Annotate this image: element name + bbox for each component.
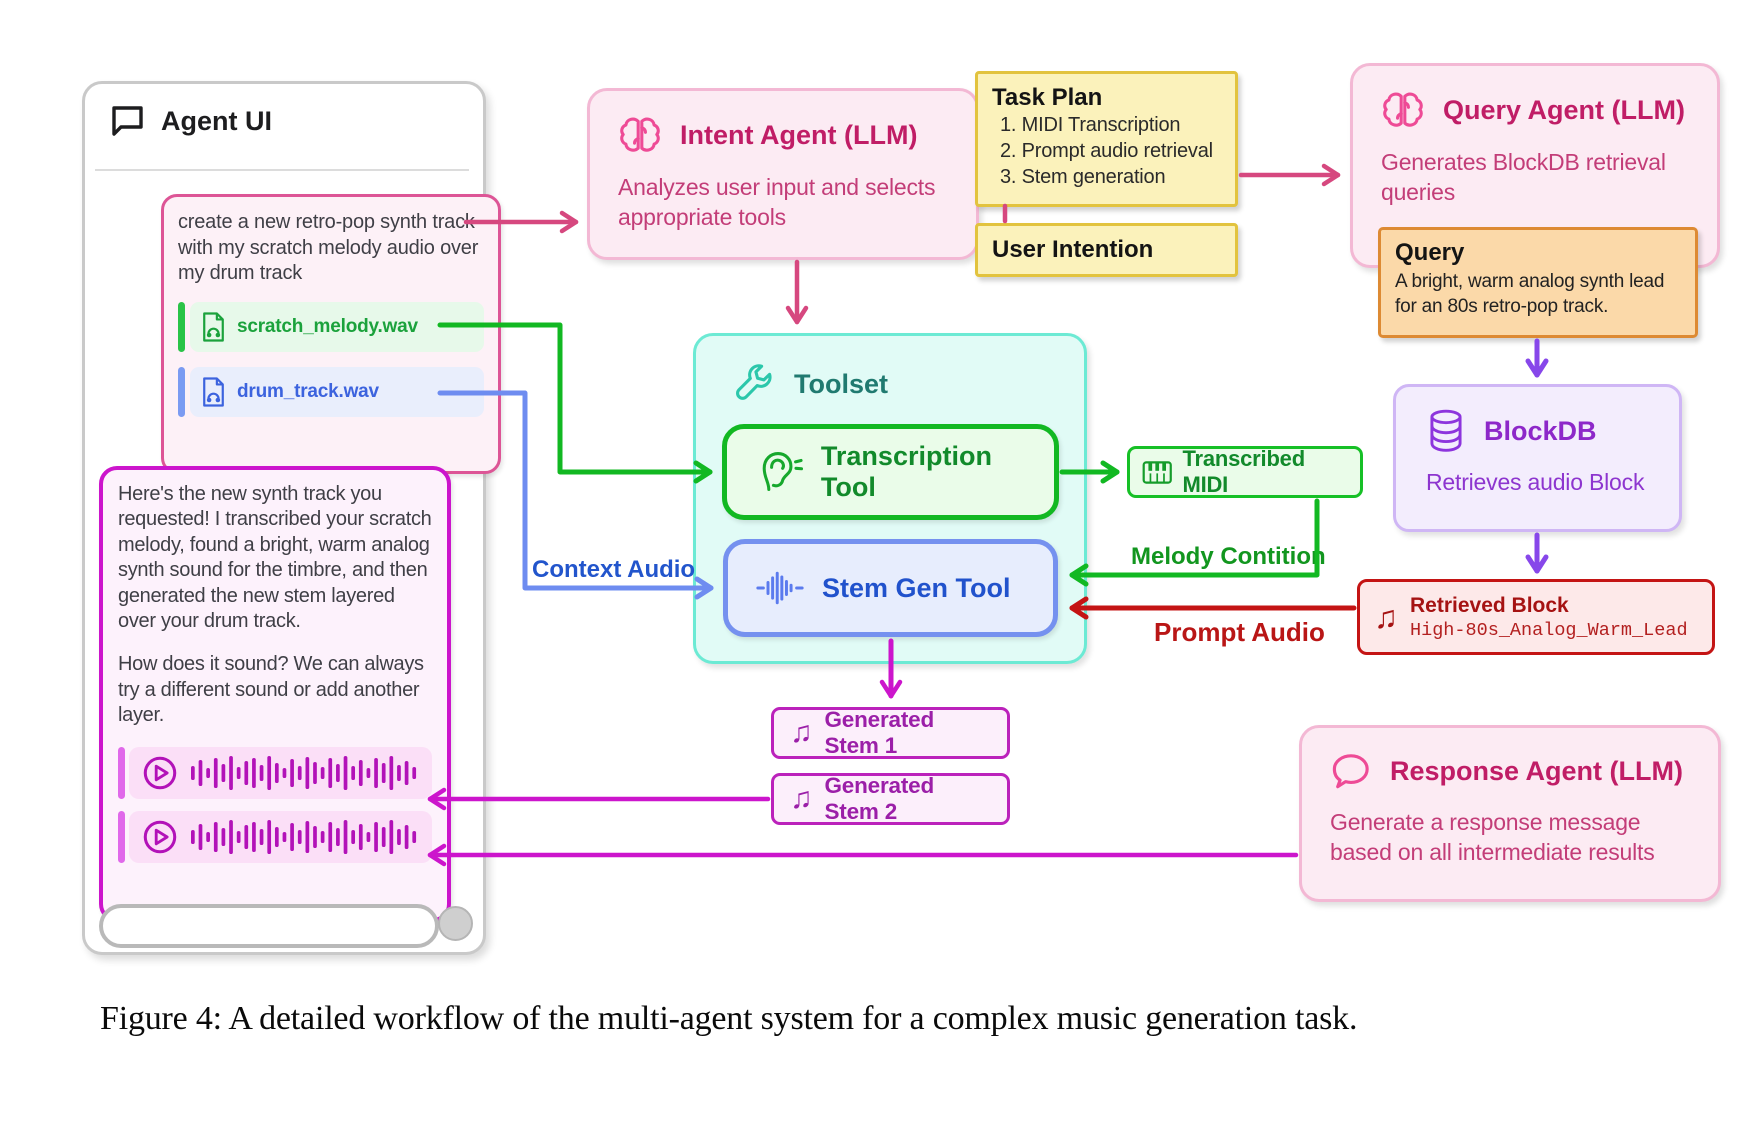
brain-icon (1381, 90, 1425, 130)
query-note (1378, 227, 1698, 338)
user-message-text: create a new retro-pop synth track with my scratch melody audio over my drum track (178, 211, 479, 285)
query-agent-title: Query Agent (LLM) (1443, 94, 1685, 125)
assistant-message-paragraph: Here's the new synth track you requested! I transcribed your scratch melody, found a bright, warm analog synth sound for the timbre, and then generated the new stem layered over your drum track. (118, 483, 432, 632)
response-agent-box (1299, 725, 1721, 902)
blockdb-description: Retrieves audio Block (1426, 469, 1645, 495)
intent-agent-box (587, 88, 979, 260)
music-note-icon: ♫ (790, 782, 813, 815)
send-button[interactable] (438, 906, 473, 941)
agent-ui-panel (82, 81, 486, 955)
audio-file-icon (200, 311, 227, 343)
user-message-bubble (161, 194, 501, 474)
audio-file-chip-drum-track[interactable] (178, 367, 484, 417)
agent-ui-header (109, 104, 272, 138)
task-plan-note (975, 71, 1238, 207)
task-plan-item: 2. Prompt audio retrieval (1000, 140, 1213, 162)
chat-input[interactable] (99, 904, 439, 948)
task-plan-item: 3. Stem generation (1000, 166, 1166, 188)
stem-gen-tool-label: Stem Gen Tool (822, 572, 1011, 603)
assistant-message-bubble (99, 466, 451, 922)
midi-keyboard-icon (1142, 459, 1172, 486)
generated-stem-1-box (771, 707, 1010, 759)
transcribed-midi-label: Transcribed MIDI (1182, 446, 1305, 497)
file-name: scratch_melody.wav (237, 315, 418, 337)
user-intention-title: User Intention (992, 236, 1154, 263)
melody-condition-label: Melody Contition (1131, 543, 1326, 570)
generated-stem-2-box (771, 773, 1010, 825)
figure-caption: Figure 4: A detailed workflow of the multi-agent system for a complex music generation task. (100, 1000, 1358, 1037)
task-plan-item: 1. MIDI Transcription (1000, 114, 1181, 136)
query-title: Query (1395, 239, 1465, 266)
player-accent-bar (118, 747, 125, 799)
file-name: drum_track.wav (237, 380, 379, 402)
prompt-audio-label: Prompt Audio (1154, 617, 1325, 647)
database-icon (1426, 409, 1466, 453)
speech-bubble-icon (1330, 752, 1372, 790)
toolset-title: Toolset (794, 368, 888, 399)
transcribed-midi-box (1127, 446, 1363, 498)
audio-player-1 (118, 747, 432, 799)
retrieved-block-value: High-80s_Analog_Warm_Lead (1410, 619, 1688, 641)
play-icon[interactable] (141, 754, 179, 792)
wrench-icon (732, 362, 776, 406)
transcription-tool-box (722, 424, 1059, 520)
transcription-tool-label: Transcription Tool (820, 441, 992, 502)
player-accent-bar (118, 811, 125, 863)
music-note-icon: ♫ (1374, 599, 1398, 635)
response-agent-title: Response Agent (LLM) (1390, 755, 1683, 786)
waveform-icon (191, 753, 420, 793)
generated-stem-label: Generated Stem 2 (824, 773, 934, 824)
blockdb-title: BlockDB (1484, 415, 1597, 446)
audio-file-icon (200, 376, 227, 408)
retrieved-block-box (1357, 579, 1715, 655)
context-audio-label: Context Audio (532, 556, 696, 583)
response-agent-description: Generate a response message based on all intermediate results (1330, 809, 1655, 865)
generated-stem-label: Generated Stem 1 (824, 707, 934, 758)
audio-waveform-icon (756, 570, 804, 606)
ear-icon (755, 449, 803, 495)
task-plan-title: Task Plan (992, 84, 1103, 111)
retrieved-block-title: Retrieved Block (1410, 593, 1569, 617)
assistant-message-paragraph: How does it sound? We can always try a different sound or add another layer. (118, 653, 424, 727)
audio-file-chip-scratch-melody[interactable] (178, 302, 484, 352)
chat-bubble-icon (109, 104, 145, 138)
audio-player-2 (118, 811, 432, 863)
intent-agent-title: Intent Agent (LLM) (680, 119, 918, 150)
blockdb-box (1393, 384, 1682, 532)
query-agent-description: Generates BlockDB retrieval queries (1381, 149, 1666, 205)
music-note-icon: ♫ (790, 716, 813, 749)
chat-input-row (99, 904, 473, 940)
header-divider (95, 169, 469, 171)
waveform-icon (191, 817, 420, 857)
stem-gen-tool-box (723, 539, 1058, 637)
play-icon[interactable] (141, 818, 179, 856)
brain-icon (618, 115, 662, 155)
chip-accent-bar (178, 302, 185, 352)
intent-agent-description: Analyzes user input and selects appropriate tools (618, 174, 936, 230)
chip-accent-bar (178, 367, 185, 417)
user-intention-note (975, 223, 1238, 277)
query-text: A bright, warm analog synth lead for an 80s retro-pop track. (1395, 271, 1665, 317)
agent-ui-title: Agent UI (161, 105, 272, 136)
